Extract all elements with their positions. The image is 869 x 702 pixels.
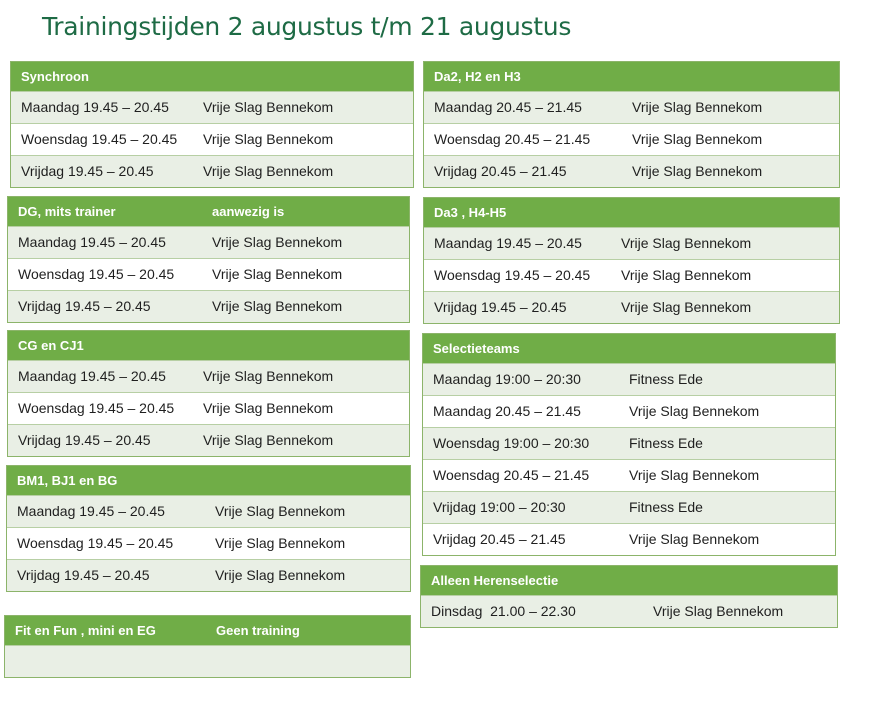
table-row [424, 227, 839, 259]
table-row [423, 395, 835, 427]
table-da3 [423, 197, 840, 324]
location-cell: Vrije Slag Bennekom [203, 131, 334, 147]
location-cell: Vrije Slag Bennekom [212, 266, 343, 282]
table-row [8, 392, 409, 424]
table-da2 [423, 61, 840, 188]
time-cell: Woensdag 19.45 – 20.45 [434, 267, 591, 283]
time-cell: Vrijdag 19.45 – 20.45 [21, 163, 154, 179]
table-row [424, 91, 839, 123]
location-cell: Vrije Slag Bennekom [215, 503, 346, 519]
header-label: BM1, BJ1 en BG [17, 473, 118, 488]
header-label: Alleen Herenselectie [431, 573, 559, 588]
location-cell: Vrije Slag Bennekom [212, 298, 343, 314]
time-cell: Maandag 19.45 – 20.45 [21, 99, 169, 115]
location-cell: Vrije Slag Bennekom [632, 99, 763, 115]
table-header [424, 198, 839, 227]
table-row [8, 226, 409, 258]
header-label: Da3 , H4-H5 [434, 205, 507, 220]
table-row [423, 491, 835, 523]
table-row [421, 595, 837, 627]
table-row [8, 290, 409, 322]
table-header [8, 331, 409, 360]
location-cell: Vrije Slag Bennekom [212, 234, 343, 250]
table-synchroon [10, 61, 414, 188]
location-cell: Fitness Ede [629, 371, 703, 387]
table-row [423, 427, 835, 459]
table-header [424, 62, 839, 91]
table-row [424, 155, 839, 187]
table-header [421, 566, 837, 595]
location-cell: Vrije Slag Bennekom [203, 163, 334, 179]
header-label: CG en CJ1 [18, 338, 84, 353]
table-header [8, 197, 409, 226]
header-label: Fit en Fun , mini en EG [15, 623, 156, 638]
time-cell: Vrijdag 19.45 – 20.45 [434, 299, 567, 315]
location-cell: Fitness Ede [629, 499, 703, 515]
time-cell: Woensdag 19.45 – 20.45 [18, 400, 175, 416]
table-row [11, 155, 413, 187]
time-cell: Woensdag 19.45 – 20.45 [17, 535, 174, 551]
table-row [424, 259, 839, 291]
location-cell: Vrije Slag Bennekom [629, 403, 760, 419]
header-label: Da2, H2 en H3 [434, 69, 521, 84]
time-cell: Maandag 19.45 – 20.45 [434, 235, 582, 251]
table-row [11, 91, 413, 123]
table-header [5, 616, 410, 645]
time-cell: Maandag 19.45 – 20.45 [18, 368, 166, 384]
table-dg [7, 196, 410, 323]
table-header [11, 62, 413, 91]
table-herenselectie [420, 565, 838, 628]
time-cell: Woensdag 20.45 – 21.45 [433, 467, 590, 483]
table-row [423, 363, 835, 395]
table-selectieteams [422, 333, 836, 556]
location-cell: Vrije Slag Bennekom [215, 567, 346, 583]
table-fit-en-fun [4, 615, 411, 678]
time-cell: Maandag 19.45 – 20.45 [18, 234, 166, 250]
time-cell: Dinsdag 21.00 – 22.30 [431, 603, 576, 619]
location-cell: Vrije Slag Bennekom [621, 267, 752, 283]
location-cell: Vrije Slag Bennekom [632, 131, 763, 147]
table-row [7, 495, 410, 527]
location-cell: Vrije Slag Bennekom [653, 603, 784, 619]
time-cell: Maandag 19:00 – 20:30 [433, 371, 581, 387]
header-label: DG, mits trainer [18, 204, 116, 219]
table-bm [6, 465, 411, 592]
time-cell: Woensdag 20.45 – 21.45 [434, 131, 591, 147]
location-cell: Vrije Slag Bennekom [629, 467, 760, 483]
table-row [423, 459, 835, 491]
time-cell: Maandag 20.45 – 21.45 [433, 403, 581, 419]
time-cell: Maandag 20.45 – 21.45 [434, 99, 582, 115]
table-header [423, 334, 835, 363]
table-row [424, 123, 839, 155]
table-row [7, 527, 410, 559]
location-cell: Vrije Slag Bennekom [203, 400, 334, 416]
time-cell: Vrijdag 19:00 – 20:30 [433, 499, 566, 515]
table-row [11, 123, 413, 155]
time-cell: Woensdag 19:00 – 20:30 [433, 435, 590, 451]
table-row [424, 291, 839, 323]
table-row [8, 360, 409, 392]
time-cell: Maandag 19.45 – 20.45 [17, 503, 165, 519]
time-cell: Vrijdag 19.45 – 20.45 [17, 567, 150, 583]
location-cell: Vrije Slag Bennekom [621, 299, 752, 315]
location-cell: Fitness Ede [629, 435, 703, 451]
time-cell: Vrijdag 19.45 – 20.45 [18, 298, 151, 314]
time-cell: Woensdag 19.45 – 20.45 [21, 131, 178, 147]
location-cell: Vrije Slag Bennekom [203, 99, 334, 115]
location-cell: Vrije Slag Bennekom [215, 535, 346, 551]
time-cell: Vrijdag 20.45 – 21.45 [433, 531, 566, 547]
header-label-2: Geen training [216, 623, 300, 638]
location-cell: Vrije Slag Bennekom [203, 432, 334, 448]
table-row [8, 424, 409, 456]
location-cell: Vrije Slag Bennekom [203, 368, 334, 384]
table-row [8, 258, 409, 290]
table-cg [7, 330, 410, 457]
location-cell: Vrije Slag Bennekom [629, 531, 760, 547]
time-cell: Vrijdag 20.45 – 21.45 [434, 163, 567, 179]
table-header [7, 466, 410, 495]
header-label: Selectieteams [433, 341, 520, 356]
location-cell: Vrije Slag Bennekom [632, 163, 763, 179]
header-label-2: aanwezig is [212, 204, 285, 219]
table-row [7, 559, 410, 591]
header-label: Synchroon [21, 69, 89, 84]
location-cell: Vrije Slag Bennekom [621, 235, 752, 251]
time-cell: Vrijdag 19.45 – 20.45 [18, 432, 151, 448]
page-title: Trainingstijden 2 augustus t/m 21 augustus [42, 12, 572, 41]
empty-row [5, 645, 410, 677]
time-cell: Woensdag 19.45 – 20.45 [18, 266, 175, 282]
table-row [423, 523, 835, 555]
